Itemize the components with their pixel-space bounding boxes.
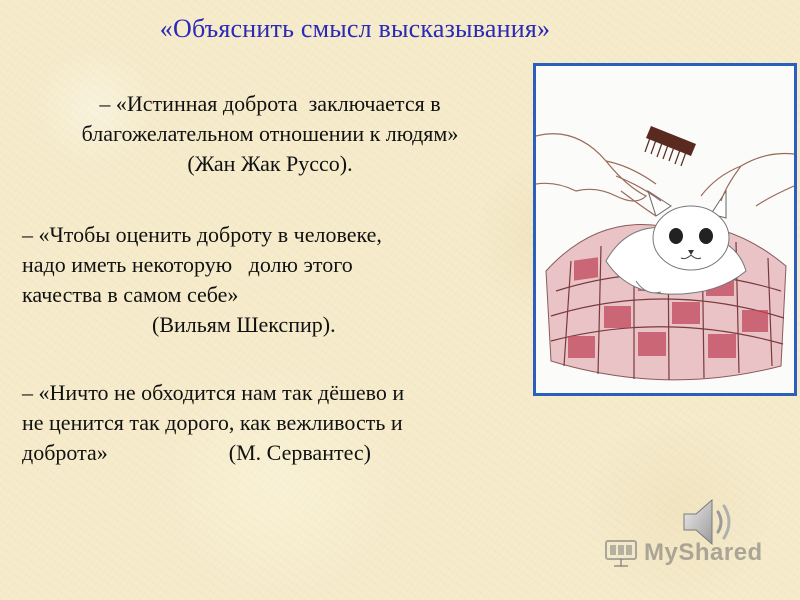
quote-line: качества в самом себе»: [22, 282, 239, 307]
quote-line: не ценится так дорого, как вежливость и: [22, 410, 403, 435]
quote-shakespeare: [22, 220, 522, 340]
cat-drawing: [606, 191, 746, 294]
quote-line: – «Истинная доброта заключается в: [99, 91, 441, 116]
comb-drawing: [645, 126, 696, 166]
presentation-screen-icon: [604, 538, 638, 568]
watermark: [604, 536, 763, 570]
quote-line: надо иметь некоторую долю этого: [22, 252, 353, 277]
quote-author: (Вильям Шекспир).: [152, 312, 336, 337]
slide-title: «Объяснить смысл высказывания»: [159, 14, 551, 43]
illustration-frame: [533, 63, 797, 396]
quote-line: – «Ничто не обходится нам так дёшево и: [22, 380, 405, 405]
quote-line: доброта» (М. Сервантес): [22, 440, 371, 465]
quote-line: благожелательном отношении к людям»: [81, 121, 459, 146]
quote-line: – «Чтобы оценить доброту в человеке,: [22, 222, 382, 247]
cat-drawing-illustration: [536, 66, 794, 393]
watermark-text: MyShared: [644, 539, 763, 566]
quote-line: (Жан Жак Руссо).: [187, 151, 353, 176]
quote-cervantes: [22, 378, 522, 468]
quote-rousseau: [20, 89, 520, 179]
